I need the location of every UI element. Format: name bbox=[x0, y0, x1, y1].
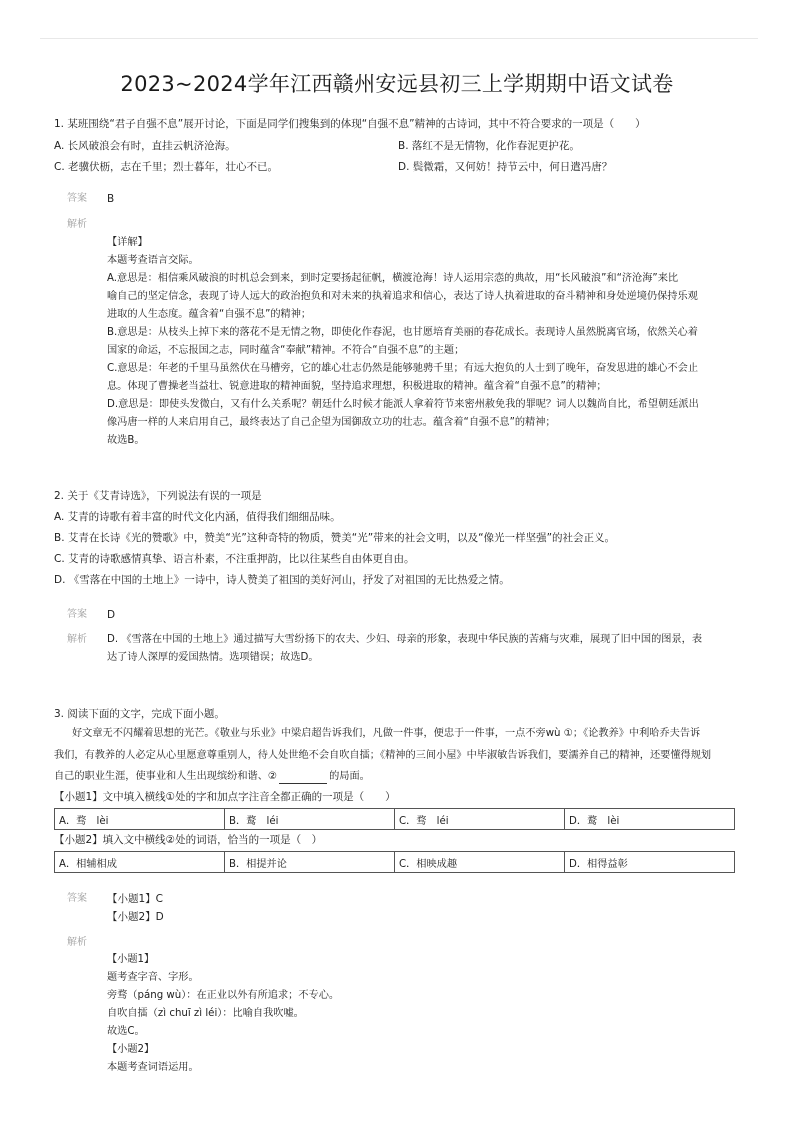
q3-sub1-option-b[interactable]: B．鹜 léi bbox=[225, 809, 395, 830]
q1-analysis-line: A.意思是：相信乘风破浪的时机总会到来，到时定要扬起征帆，横渡沧海！诗人运用宗悫的典故，用“长风破浪”和“济沧海”来比 bbox=[107, 273, 679, 284]
q1-analysis-label: 解析 bbox=[67, 219, 87, 230]
q3-answer-label: 答案 bbox=[67, 893, 87, 904]
q3-answer-1: 【小题1】C bbox=[107, 893, 164, 905]
q3-sub1-option-c[interactable]: C．骛 léi bbox=[395, 809, 565, 830]
q3-analysis-line: 故选C。 bbox=[107, 1026, 145, 1037]
q3-sub2-option-c[interactable]: C．相映成趣 bbox=[395, 852, 565, 873]
q3-sub2-option-b[interactable]: B．相提并论 bbox=[225, 852, 395, 873]
q1-analysis-line: D.意思是：即使头发微白，又有什么关系呢？朝廷什么时候才能派人拿着符节来密州赦免我的罪呢？词人以魏尚自比，希望朝廷派出 bbox=[107, 399, 699, 410]
blank-2-line[interactable] bbox=[279, 773, 327, 784]
q3-analysis-line: 自吹自擂（zì chuī zì léi）：比喻自我吹嘘。 bbox=[107, 1008, 304, 1019]
q1-analysis-line: 本题考查语言交际。 bbox=[107, 255, 199, 266]
q1-option-a[interactable]: A. 长风破浪会有时，直挂云帆济沧海。 bbox=[54, 140, 236, 152]
q2-option-d[interactable]: D. 《雪落在中国的土地上》一诗中，诗人赞美了祖国的美好河山，抒发了对祖国的无比热爱之情。 bbox=[54, 574, 510, 586]
q3-sub1-option-d[interactable]: D．鹜 lèi bbox=[565, 809, 735, 830]
q1-stem: 1. 某班围绕“君子自强不息”展开讨论，下面是同学们搜集到的体现“自强不息”精神的古诗词，其中不符合要求的一项是（ ） bbox=[54, 118, 646, 130]
q1-analysis-line: 国家的命运，不忘报国之志，同时蕴含“奉献”精神。不符合“自强不息”的主题； bbox=[107, 345, 465, 356]
q1-analysis-line: 息。体现了曹操老当益壮、锐意进取的精神面貌，坚持追求理想，积极进取的精神。蕴含着“自强不息”的精神； bbox=[107, 381, 607, 392]
q1-answer: B bbox=[107, 193, 115, 205]
q1-analysis-line: C.意思是：年老的千里马虽然伏在马槽旁，它的雄心壮志仍然是能够驰骋千里；有远大抱负的人士到了晚年，奋发思进的雄心不会止 bbox=[107, 363, 699, 374]
q3-passage-line: 我们，有教养的人必定从心里愿意尊重别人，待人处世绝不会自吹自擂；《精神的三间小屋》中毕淑敏告诉我们，要濡养自己的精神，还要懂得规划 bbox=[54, 750, 712, 761]
header-divider bbox=[40, 38, 758, 39]
q3-sub2-option-d[interactable]: D．相得益彰 bbox=[565, 852, 735, 873]
q3-analysis-label: 解析 bbox=[67, 937, 87, 948]
q3-sub1-options-table bbox=[54, 808, 735, 830]
q2-option-a[interactable]: A. 艾青的诗歌有着丰富的时代文化内涵，值得我们细细品味。 bbox=[54, 511, 341, 523]
q2-stem: 2. 关于《艾青诗选》，下列说法有误的一项是 bbox=[54, 490, 262, 502]
q3-sub1-option-a[interactable]: A．骛 lèi bbox=[55, 809, 225, 830]
q3-sub2-option-a[interactable]: A．相辅相成 bbox=[55, 852, 225, 873]
q1-analysis-line: 像冯唐一样的人来启用自己，最终表达了自己企望为国御敌立功的壮志。蕴含着“自强不息”的精神； bbox=[107, 417, 556, 428]
q3-analysis-line: 【小题1】 bbox=[107, 954, 155, 965]
q3-passage-text: 自己的职业生涯，使事业和人生出现缤纷和谐、② bbox=[54, 771, 278, 782]
q3-passage-line: 好文章无不闪耀着思想的光芒。《敬业与乐业》中梁启超告诉我们，凡做一件事，便忠于一件事，一点不旁wù ①；《论教养》中利哈乔夫告诉 bbox=[72, 728, 701, 739]
page-title: 2023~2024学年江西赣州安远县初三上学期期中语文试卷 bbox=[120, 72, 674, 96]
q1-analysis-line: B.意思是：从枝头上掉下来的落花不是无情之物，即使化作春泥，也甘愿培育美丽的春花成长。表现诗人虽然脱离官场，依然关心着 bbox=[107, 327, 698, 338]
q2-option-c[interactable]: C. 艾青的诗歌感情真挚、语言朴素，不注重押韵，比以往某些自由体更自由。 bbox=[54, 553, 415, 565]
q3-analysis-line: 题考查字音、字形。 bbox=[107, 972, 199, 983]
q1-analysis-line: 【详解】 bbox=[107, 237, 148, 248]
q1-option-b[interactable]: B. 落红不是无情物，化作春泥更护花。 bbox=[398, 140, 580, 152]
q3-sub2-stem: 【小题2】填入文中横线②处的词语，恰当的一项是（ ） bbox=[54, 834, 323, 846]
q3-passage-text-end: 的局面。 bbox=[329, 771, 370, 782]
q2-analysis-line: 达了诗人深厚的爱国热情。选项错误；故选D。 bbox=[107, 652, 319, 663]
q3-sub2-options-table bbox=[54, 851, 735, 873]
q2-analysis-label: 解析 bbox=[67, 634, 87, 645]
q3-analysis-line: 本题考查词语运用。 bbox=[107, 1062, 199, 1073]
q3-sub1-stem: 【小题1】文中填入横线①处的字和加点字注音全都正确的一项是（ ） bbox=[54, 791, 396, 803]
q1-analysis-line: 进取的人生态度。蕴含着“自强不息”的精神； bbox=[107, 309, 312, 320]
q3-passage-line-3 bbox=[54, 770, 370, 784]
q2-analysis-line: D. 《雪落在中国的土地上》通过描写大雪纷扬下的农夫、少妇、母亲的形象，表现中华民族的苦痛与灾难，展现了旧中国的图景，表 bbox=[107, 634, 703, 645]
q1-analysis-line: 喻自己的坚定信念，表现了诗人远大的政治抱负和对未来的执着追求和信心，表达了诗人执着进取的奋斗精神和身处逆境仍保持乐观 bbox=[107, 291, 698, 302]
q2-option-b[interactable]: B. 艾青在长诗《光的赞歌》中，赞美“光”这种奇特的物质，赞美“光”带来的社会文明，以及“像光一样坚强”的社会正义。 bbox=[54, 532, 616, 544]
q1-analysis-line: 故选B。 bbox=[107, 435, 145, 446]
q2-answer: D bbox=[107, 609, 116, 621]
q1-option-d[interactable]: D. 鬓微霜，又何妨！持节云中，何日遣冯唐？ bbox=[398, 161, 613, 173]
q1-answer-label: 答案 bbox=[67, 193, 87, 204]
q1-option-c[interactable]: C. 老骥伏枥，志在千里；烈士暮年，壮心不已。 bbox=[54, 161, 279, 173]
q3-analysis-line: 【小题2】 bbox=[107, 1044, 155, 1055]
q3-answer-2: 【小题2】D bbox=[107, 911, 164, 923]
q2-answer-label: 答案 bbox=[67, 609, 87, 620]
q3-stem: 3. 阅读下面的文字，完成下面小题。 bbox=[54, 708, 225, 720]
q3-analysis-line: 旁骛（páng wù）：在正业以外有所追求；不专心。 bbox=[107, 990, 340, 1001]
